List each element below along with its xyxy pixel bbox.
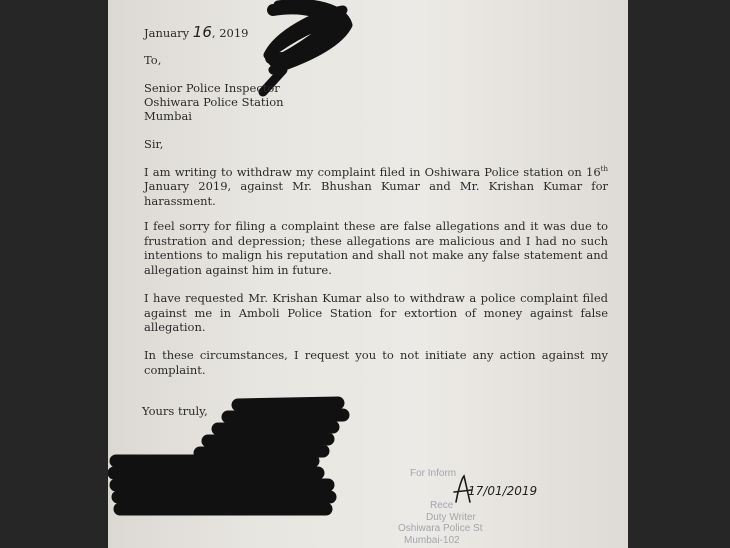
paragraph-3: I have requested Mr. Krishan Kumar also to withdraw a police complaint filed against me in Amboli Police Station for extortion of money against false allegation.: [144, 291, 608, 334]
date-month: January: [144, 26, 190, 40]
date-day-handwritten: 16: [192, 23, 212, 41]
paragraph-2: I feel sorry for filing a complaint these are false allegations and it was due to frustration and depression; these allegations are malicious and I had no such intentions to malign his reputation and shall not make any false statement and allegation against him in future.: [144, 219, 608, 277]
redaction-signature: [108, 395, 358, 525]
date-year: , 2019: [211, 26, 249, 40]
recipient-line-2: Oshiwara Police Station: [144, 95, 284, 109]
closing: Yours truly,: [142, 404, 208, 418]
recipient-line-3: Mumbai: [144, 109, 192, 123]
salutation: Sir,: [144, 137, 164, 151]
recipient-line-1: Senior Police Inspector: [144, 81, 280, 95]
letter-page: January 16, 2019 To, Senior Police Inspector Oshiwara Police Station Mumbai Sir, I am writing to withdraw my complaint filed in Oshiwara Police station on 16th January 2019, against Mr. Bhushan Kumar and Mr. Krishan Kumar for harassment. I feel sorry for filing a complaint these are false allegations and it was due to frustration and depression; these allegations are malicious and I had no such intentions to malign his reputation and shall not make any false statement and allegation against him in future. I have requested Mr. Krishan Kumar also to withdraw a police complaint filed against me in Amboli Police Station for extortion of money against false allegation. In these circumstances, I request you to not initiate any action against my complaint. Yours truly, For Inform Rece Duty Writer Oshiwara Police St Mumbai-102 17/01/2019: [108, 0, 628, 548]
paragraph-4: In these circumstances, I request you to not initiate any action against my complaint.: [144, 348, 608, 377]
letter-date: [144, 25, 248, 40]
received-stamp: For Inform: [410, 468, 457, 479]
to-line: To,: [144, 53, 162, 67]
paragraph-1: I am writing to withdraw my complaint filed in Oshiwara Police station on 16th January 2019, against Mr. Bhushan Kumar and Mr. Krishan Kumar for harassment.: [144, 164, 608, 208]
received-date-handwritten: 17/01/2019: [468, 484, 538, 498]
